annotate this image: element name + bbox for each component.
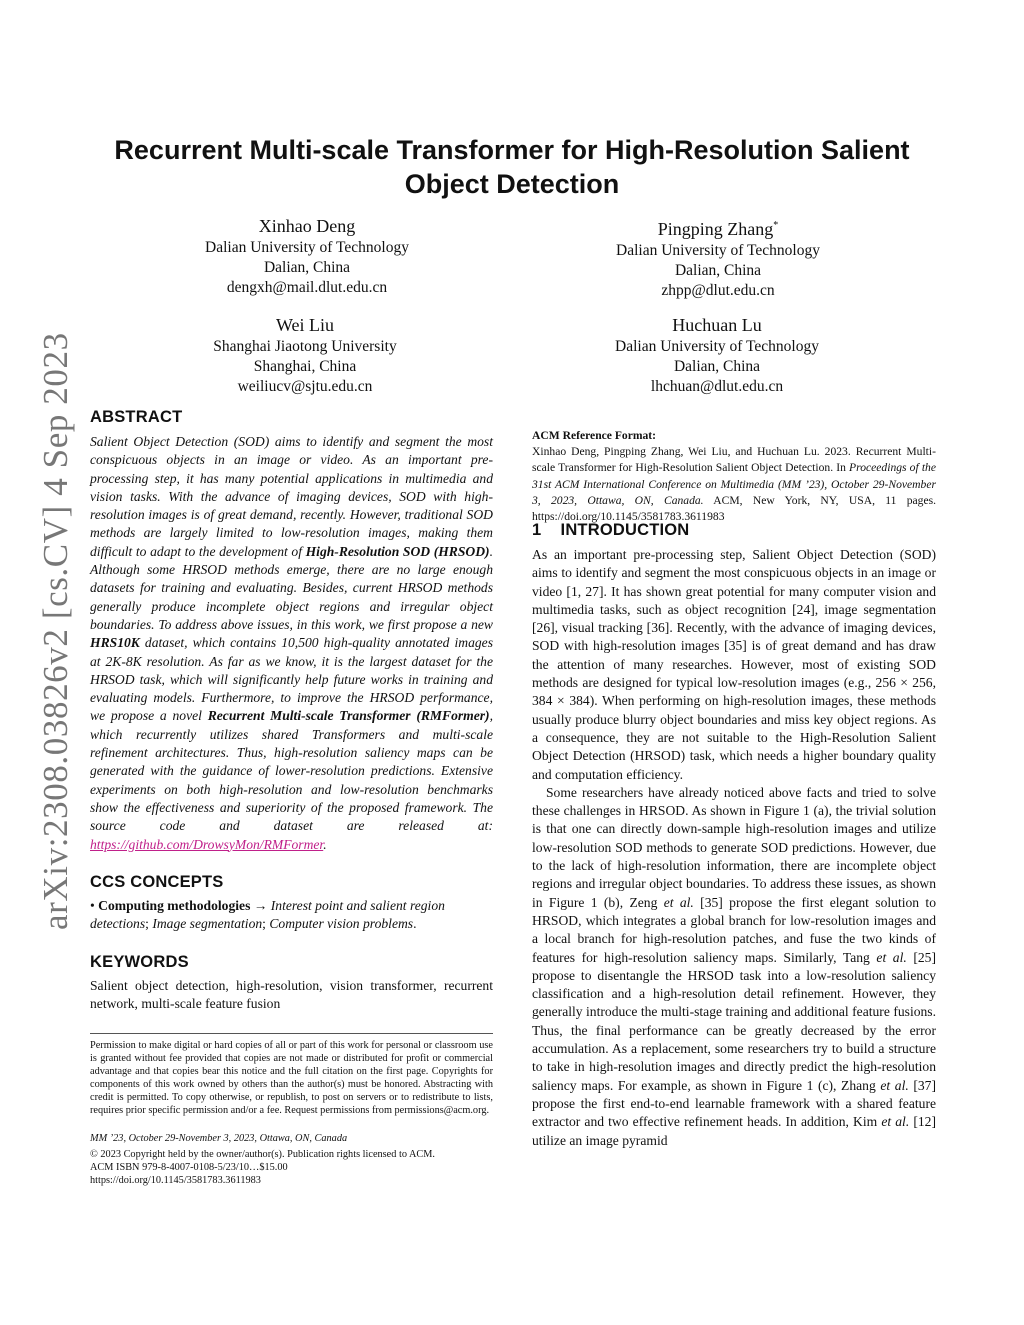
author-email: lhchuan@dlut.edu.cn	[650, 378, 784, 395]
doi-line: https://doi.org/10.1145/3581783.3611983	[90, 1175, 261, 1186]
intro-paragraph-2: Some researchers have already noticed above facts and tried to solve these challenges in HRSOD. As shown in Figure 1 (a), the trivial solution is that one can directly down-sample high-resolution images and utilize low-resolution SOD methods to generate SOD predictions. However, due to the lack of high-resolution information, there are incomplete object regions and irregular object boundaries. To address these issues, as shown in Figure 1 (b), Zeng et al. [35] propose the first elegant solution to HRSOD, which integrates a global branch for low-resolution images and a local branch for high-resolution patches, and fuse the two kinds of features for high-resolution saliency maps. Similarly, Tang et al. [25] propose to disentangle the HRSOD task into a low-resolution saliency classification and a high-resolution detail refinement. However, they generally introduce the multi-stage training and additional feature fusions. Thus, the final performance can be greatly decreased by the error accumulation. As a replacement, some researchers try to build a structure to take in high-resolution images and directly predict the high-resolution saliency maps. For example, as shown in Figure 1 (c), Zhang et al. [37] propose the first end-to-end learnable framework with a shared feature extractor and two effective refinement heads. In addition, Kim et al. [12] utilize an image pyramid	[532, 784, 937, 1148]
introduction-heading: 1 INTRODUCTION	[532, 521, 690, 539]
author-email: zhpp@dlut.edu.cn	[661, 282, 775, 299]
author-location: Dalian, China	[673, 358, 761, 375]
conference-line: MM ’23, October 29-November 3, 2023, Ottawa, ON, Canada	[90, 1133, 348, 1144]
author-block	[567, 313, 867, 397]
permission-notice: Permission to make digital or hard copies of all or part of this work for personal or classroom use is granted without fee provided that copies are not made or distributed for profit or commercial advantage and that copies bear this notice and the full citation on the first page. Copyrights for components of this work owned by others than the author(s) must be honored. Abstracting with credit is permitted. To copy otherwise, or republish, to post on servers or to redistribute to lists, requires prior specific permission and/or a fee. Request permissions from permissions@acm.org.	[90, 1040, 493, 1117]
title-line-1: Recurrent Multi-scale Transformer for High-Resolution Salient	[114, 135, 910, 165]
author-affiliation: Dalian University of Technology	[205, 239, 409, 256]
arxiv-side-stamp: arXiv:2308.03826v2 [cs.CV] 4 Sep 2023	[36, 332, 75, 930]
ccs-body: • Computing methodologies → Interest point and salient region detections; Image segmentation; Computer vision problems.	[90, 898, 445, 932]
author-name: Pingping Zhang*	[657, 219, 779, 239]
acm-reference-text: Xinhao Deng, Pingping Zhang, Wei Liu, and Huchuan Lu. 2023. Recurrent Multi-scale Transformer for High-Resolution Salient Object Detection. In Proceedings of the 31st ACM International Conference on Multimedia (MM ’23), October 29-November 3, 2023, Ottawa, ON, Canada. ACM, New York, NY, USA, 11 pages. https://doi.org/10.1145/3581783.3611983	[532, 445, 936, 524]
author-location: Shanghai, China	[253, 358, 357, 375]
keywords-heading: KEYWORDS	[90, 953, 189, 971]
ccs-heading: CCS CONCEPTS	[90, 873, 224, 891]
title-line-2: Object Detection	[404, 169, 620, 199]
abstract-heading: ABSTRACT	[90, 408, 183, 426]
acm-reference-heading: ACM Reference Format:	[532, 429, 657, 442]
author-email: dengxh@mail.dlut.edu.cn	[226, 279, 388, 296]
keywords-body: Salient object detection, high-resolution, vision transformer, recurrent network, multi-scale feature fusion	[90, 978, 493, 1012]
author-name: Huchuan Lu	[672, 315, 762, 335]
author-affiliation: Dalian University of Technology	[616, 242, 820, 259]
abstract-body: Salient Object Detection (SOD) aims to identify and segment the most conspicuous objects in an image or video. As an important pre-processing step, it has many potential applications in multimedia and vision tasks. With the advance of imaging devices, SOD with high-resolution images is of great demand, recently. However, traditional SOD methods are largely limited to low-resolution images, making them difficult to adapt to the development of High-Resolution SOD (HRSOD). Although some HRSOD methods emerge, there are no large enough datasets for training and evaluating. Besides, current HRSOD methods generally produce incomplete object regions and irregular object boundaries. To address above issues, in this work, we first propose a new HRS10K dataset, which contains 10,500 high-quality annotated images at 2K-8K resolution. As far as we know, it is the largest dataset for the HRSOD task, which will significantly help future works in training and evaluating models. Furthermore, to improve the HRSOD performance, we propose a novel Recurrent Multi-scale Transformer (RMFormer), which recurrently utilizes shared Transformers and multi-scale refinement architectures. Thus, high-resolution saliency maps can be generated with the guidance of lower-resolution predictions. Extensive experiments on both high-resolution and low-resolution benchmarks show the effectiveness and superiority of the proposed framework. The source code and dataset are released at: https://github.com/DrowsyMon/RMFormer.	[90, 434, 493, 852]
author-block	[157, 214, 457, 298]
introduction-body	[532, 546, 936, 1150]
footnote-rule	[90, 1033, 493, 1034]
author-block	[155, 313, 455, 397]
intro-paragraph-1: As an important pre-processing step, Salient Object Detection (SOD) aims to identify and segment the most conspicuous objects in an image or video [1, 27]. It has shown great potential for many computer vision and multimedia tasks, such as object recognition [24], image segmentation [26], visual tracking [36]. Recently, with the advance of imaging devices, SOD with high-resolution images [35] is of great demand and has draw the attention of many researches. However, most of existing SOD methods are designed for typical low-resolution images (e.g., 256 × 256, 384 × 384). When performing on high-resolution images, these methods usually produce blurry object boundaries and miss key object regions. As a consequence, they are not suitable to the High-Resolution Salient Object Detection (HRSOD) task, which needs a higher boundary quality and computation efficiency.	[532, 547, 936, 782]
paper-title	[60, 133, 964, 201]
code-repository-link[interactable]: https://github.com/DrowsyMon/RMFormer	[90, 836, 324, 852]
author-name: Xinhao Deng	[258, 216, 356, 236]
copyright-line: © 2023 Copyright held by the owner/author(s). Publication rights licensed to ACM.	[90, 1149, 436, 1160]
acm-reference-format	[532, 428, 936, 525]
author-location: Dalian, China	[263, 259, 351, 276]
author-name: Wei Liu	[275, 315, 335, 335]
author-affiliation: Dalian University of Technology	[615, 338, 819, 355]
author-location: Dalian, China	[674, 262, 762, 279]
corresponding-mark: *	[773, 220, 779, 231]
author-affiliation: Shanghai Jiaotong University	[213, 338, 397, 355]
isbn-line: ACM ISBN 979-8-4007-0108-5/23/10…$15.00	[90, 1162, 288, 1173]
author-block	[568, 214, 868, 301]
author-email: weiliucv@sjtu.edu.cn	[237, 378, 373, 395]
